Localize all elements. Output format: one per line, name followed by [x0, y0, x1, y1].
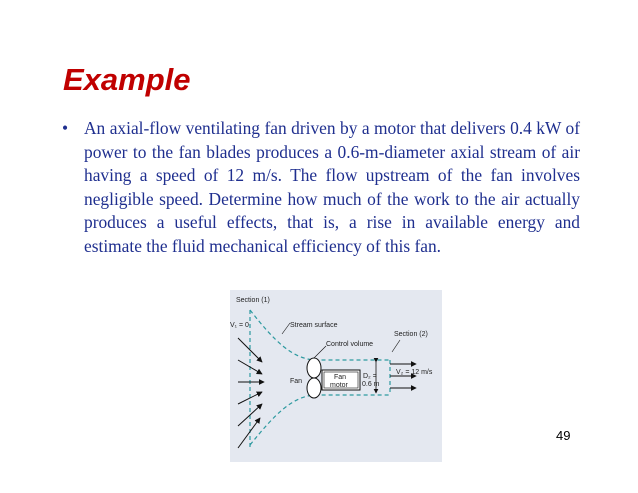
fan-label: Fan — [290, 378, 303, 385]
diameter-label: D₂ = — [363, 373, 377, 380]
control-volume-label: Control volume — [326, 341, 374, 348]
fan-motor-label: Fan — [334, 374, 347, 381]
v2-label: V₂ = 12 m/s — [396, 369, 433, 376]
stream-surface-label: Stream surface — [290, 322, 338, 329]
stream-surface-bottom — [250, 395, 390, 445]
fan-diagram — [230, 290, 442, 462]
stream-surface-top — [250, 310, 390, 360]
bullet-item — [62, 117, 580, 258]
fan-blade-bottom — [307, 378, 321, 398]
section2-label: Section (2) — [394, 331, 428, 338]
bullet-marker: • — [62, 118, 69, 138]
fan-motor-label: motor — [330, 382, 348, 389]
v1-label: V₁ = 0 — [230, 322, 249, 329]
fan-blade-top — [307, 358, 321, 378]
page-number: 49 — [556, 428, 571, 443]
section1-label: Section (1) — [236, 297, 270, 304]
slide-title: Example — [63, 62, 191, 97]
problem-statement: An axial-flow ventilating fan driven by a motor that delivers 0.4 kW of power to the fan blades produces a 0.6-m-diameter axial stream of air having a speed of 12 m/s. The flow upstream of the fan involves negligible speed. Determine how much of the work to the air actually produces a useful effects, that is, a rise in available energy and estimate the fluid mechanical efficiency of this fan. — [84, 118, 580, 256]
diameter-label: 0.6 m — [362, 381, 380, 388]
